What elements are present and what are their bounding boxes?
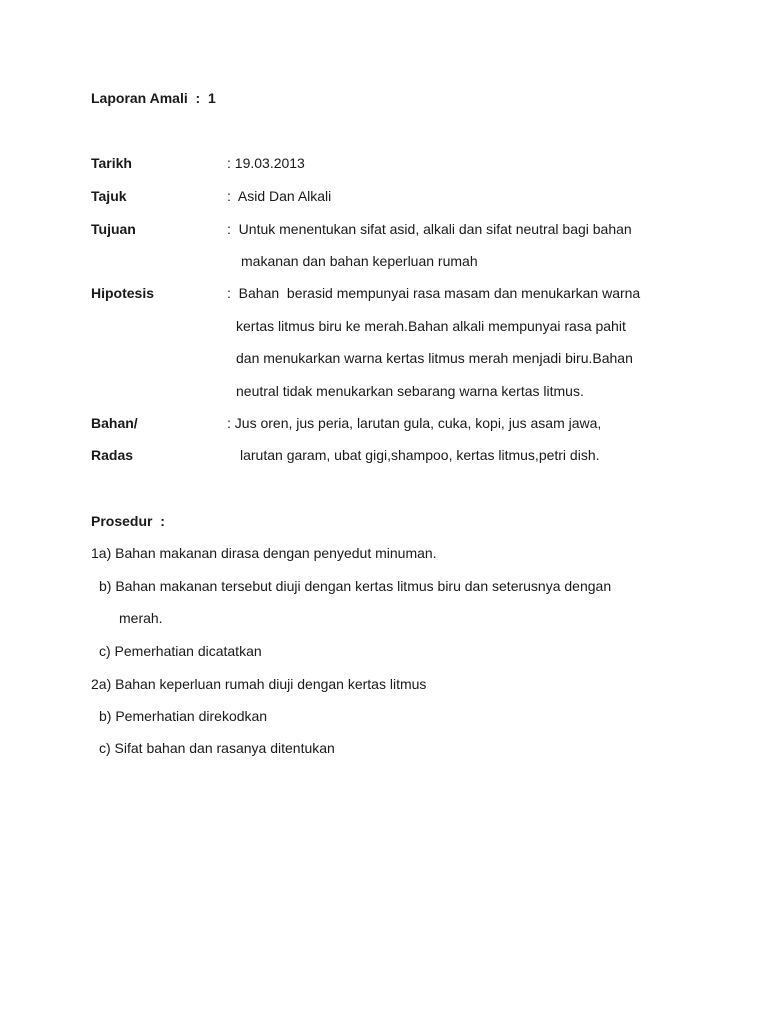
bahan-line: larutan garam, ubat gigi,shampoo, kertas litmus,petri dish. [240,447,600,463]
prosedur-step: c) Pemerhatian dicatatkan [99,643,262,659]
radas-label: Radas [91,447,134,463]
tajuk-value: : Asid Dan Alkali [227,188,332,204]
prosedur-step: b) Pemerhatian direkodkan [99,708,268,724]
tajuk-label: Tajuk [91,188,127,204]
prosedur-heading: Prosedur : [91,513,165,529]
hipotesis-label: Hipotesis [91,285,155,301]
hipotesis-line: neutral tidak menukarkan sebarang warna kertas litmus. [236,383,584,399]
tarikh-label: Tarikh [91,155,132,171]
tujuan-line: makanan dan bahan keperluan rumah [241,253,478,269]
hipotesis-line: : Bahan berasid mempunyai rasa masam dan menukarkan warna [227,285,641,301]
prosedur-step: 1a) Bahan makanan dirasa dengan penyedut minuman. [91,545,437,561]
hipotesis-line: dan menukarkan warna kertas litmus merah menjadi biru.Bahan [236,350,633,366]
prosedur-step: b) Bahan makanan tersebut diuji dengan kertas litmus biru dan seterusnya dengan [99,578,612,594]
tarikh-value: : 19.03.2013 [227,155,305,171]
tujuan-line: : Untuk menentukan sifat asid, alkali dan sifat neutral bagi bahan [227,221,632,237]
tujuan-label: Tujuan [91,221,136,237]
bahan-label: Bahan/ [91,415,138,431]
prosedur-step: c) Sifat bahan dan rasanya ditentukan [99,740,335,756]
prosedur-step: 2a) Bahan keperluan rumah diuji dengan kertas litmus [91,676,427,692]
hipotesis-line: kertas litmus biru ke merah.Bahan alkali mempunyai rasa pahit [236,318,626,334]
prosedur-step: merah. [119,610,163,626]
report-title: Laporan Amali : 1 [91,90,216,106]
bahan-line: : Jus oren, jus peria, larutan gula, cuka, kopi, jus asam jawa, [227,415,602,431]
